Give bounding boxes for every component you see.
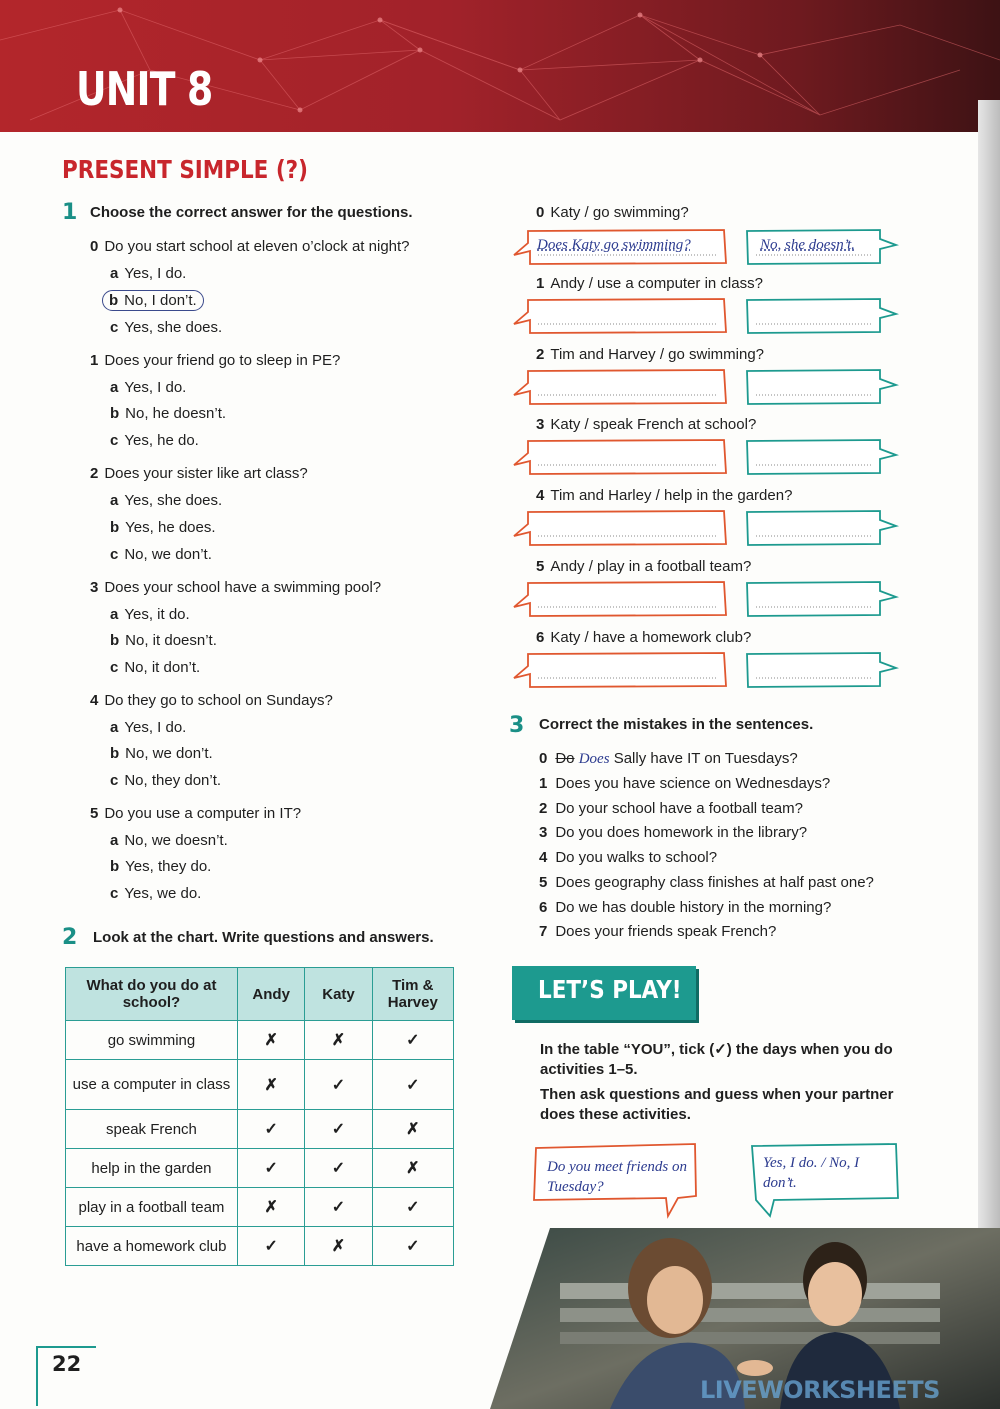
selected-answer-circle — [102, 290, 204, 311]
option-letter: c — [110, 772, 119, 789]
answer-option[interactable] — [110, 265, 186, 282]
activities-chart — [65, 967, 454, 1266]
prompt-text: Katy / have a homework club? — [550, 629, 752, 646]
option-text: Yes, she does. — [124, 492, 223, 509]
chart-header-tim-harvey: Tim & Harvey — [372, 968, 453, 1021]
answer-box-shape — [746, 510, 896, 546]
short-answer-box[interactable] — [746, 369, 878, 403]
activity-cell: play in a football team — [66, 1188, 238, 1227]
answer-option[interactable] — [110, 632, 217, 649]
question — [90, 465, 308, 482]
mark-cell: ✗ — [237, 1060, 304, 1110]
question-answer-box[interactable] — [514, 581, 726, 615]
option-letter: a — [110, 492, 119, 509]
answer-option[interactable] — [110, 492, 222, 509]
page-number: 22 — [52, 1352, 82, 1376]
option-letter: a — [110, 832, 119, 849]
exercise-3-instruction: Correct the mistakes in the sentences. — [539, 716, 814, 733]
sentence-text: Do we has double history in the morning? — [555, 899, 832, 916]
option-letter: c — [110, 546, 119, 563]
unit-header-banner — [0, 0, 1000, 132]
answer-option[interactable] — [110, 719, 186, 736]
prompt-number: 6 — [536, 629, 545, 646]
page-number-rule-horizontal — [36, 1346, 96, 1348]
watermark-logo: LIVEWORKSHEETS — [700, 1376, 940, 1404]
option-text: No, we don’t. — [125, 745, 213, 762]
question — [90, 692, 333, 709]
sentence-number: 3 — [539, 824, 548, 841]
question-answer-box[interactable] — [514, 369, 726, 403]
prompt-text: Katy / go swimming? — [550, 204, 689, 221]
prompt-text: Katy / speak French at school? — [550, 416, 757, 433]
question-box-shape — [514, 581, 726, 617]
sentence[interactable] — [539, 849, 717, 866]
table-row — [66, 1188, 454, 1227]
prompt — [536, 558, 751, 575]
option-text: Yes, I do. — [124, 379, 187, 396]
question-number: 2 — [90, 465, 99, 482]
option-text: No, he doesn’t. — [125, 405, 227, 422]
option-text: Yes, it do. — [124, 606, 190, 623]
question — [90, 238, 410, 255]
sentence[interactable] — [539, 923, 776, 940]
question-box-shape — [514, 439, 726, 475]
question-box-shape — [514, 298, 726, 334]
page-number-rule-vertical — [36, 1346, 38, 1406]
question-number: 4 — [90, 692, 99, 709]
option-text: No, I don’t. — [124, 292, 197, 309]
question — [90, 352, 340, 369]
exercise-1-number: 1 — [62, 200, 78, 225]
option-letter: c — [110, 319, 119, 336]
answer-box-shape — [746, 652, 896, 688]
option-letter: c — [110, 432, 119, 449]
struck-word: Do — [555, 750, 575, 767]
question-number: 3 — [90, 579, 99, 596]
activity-cell: have a homework club — [66, 1227, 238, 1266]
sentence-number: 1 — [539, 775, 548, 792]
answer-option[interactable] — [110, 858, 211, 875]
mark-cell: ✓ — [237, 1149, 304, 1188]
option-letter: c — [110, 885, 119, 902]
option-letter: c — [110, 659, 119, 676]
activity-cell: speak French — [66, 1110, 238, 1149]
answer-box-shape — [746, 581, 896, 617]
question-number: 0 — [90, 238, 99, 255]
chart-header-row — [66, 968, 454, 1021]
short-answer-box[interactable] — [746, 439, 878, 473]
table-row — [66, 1227, 454, 1266]
mark-cell: ✗ — [237, 1021, 304, 1060]
option-letter: b — [109, 292, 119, 309]
prompt-text: Andy / play in a football team? — [550, 558, 752, 575]
answer-option[interactable] — [110, 319, 222, 336]
correction-word: Does — [578, 751, 610, 767]
answer-option[interactable] — [110, 659, 200, 676]
prompt-text: Tim and Harvey / go swimming? — [550, 346, 765, 363]
chart-header-katy: Katy — [305, 968, 372, 1021]
option-letter: b — [110, 519, 120, 536]
option-letter: a — [110, 265, 119, 282]
short-answer-box[interactable] — [746, 510, 878, 544]
exercise-2-number: 2 — [62, 925, 78, 950]
prompt-number: 3 — [536, 416, 545, 433]
option-letter: b — [110, 405, 120, 422]
prompt — [536, 487, 792, 504]
unit-title: UNIT 8 — [76, 62, 213, 116]
question-text: Does your friend go to sleep in PE? — [104, 352, 341, 369]
option-letter: b — [110, 745, 120, 762]
question-text: Do you start school at eleven o’clock at night? — [104, 238, 410, 255]
option-text: No, it doesn’t. — [125, 632, 217, 649]
answer-box-shape — [746, 439, 896, 475]
answer-box-shape — [746, 369, 896, 405]
prompt-text: Tim and Harley / help in the garden? — [550, 487, 793, 504]
sentence[interactable] — [539, 824, 807, 841]
option-text: Yes, she does. — [124, 319, 223, 336]
question-box-shape — [514, 369, 726, 405]
short-answer-box[interactable] — [746, 298, 878, 332]
sentence-number: 5 — [539, 874, 548, 891]
question-text: Does your sister like art class? — [104, 465, 308, 482]
mark-cell: ✓ — [305, 1149, 372, 1188]
prompt — [536, 275, 763, 292]
lets-play-title: LET’S PLAY! — [538, 975, 682, 1004]
answer-option[interactable] — [110, 519, 216, 536]
sentence-text: Does geography class finishes at half past one? — [555, 874, 874, 891]
prompt-number: 0 — [536, 204, 545, 221]
lets-play-instruction-1: In the table “YOU”, tick (✓) the days when you do activities 1–5. — [540, 1041, 893, 1078]
prompt-text: Andy / use a computer in class? — [550, 275, 763, 292]
question-answer-box[interactable] — [514, 439, 726, 473]
mark-cell: ✓ — [372, 1188, 453, 1227]
prompt-number: 2 — [536, 346, 545, 363]
activity-cell: use a computer in class — [66, 1060, 238, 1110]
answer-option[interactable] — [110, 379, 186, 396]
lets-play-banner — [512, 966, 696, 1020]
sentence-text: Does you have science on Wednesdays? — [555, 775, 831, 792]
question — [90, 579, 381, 596]
option-text: Yes, we do. — [124, 885, 202, 902]
mark-cell: ✓ — [237, 1227, 304, 1266]
answer-option[interactable] — [110, 405, 226, 422]
prompt — [536, 346, 764, 363]
question-box-shape — [514, 510, 726, 546]
option-text: Yes, they do. — [125, 858, 212, 875]
answer-box-shape — [746, 298, 896, 334]
option-letter: b — [110, 858, 120, 875]
question-text: Does your school have a swimming pool? — [104, 579, 382, 596]
option-letter: a — [110, 379, 119, 396]
prompt-number: 1 — [536, 275, 545, 292]
option-letter: a — [110, 606, 119, 623]
prompt-number: 5 — [536, 558, 545, 575]
question — [90, 805, 301, 822]
example-sentence — [539, 750, 798, 768]
sentence-number: 7 — [539, 923, 548, 940]
answer-option-selected[interactable] — [110, 292, 204, 309]
sentence[interactable] — [539, 775, 830, 792]
option-text: Yes, he do. — [124, 432, 199, 449]
question-bubble-text: Do you meet friends on Tuesday? — [547, 1159, 687, 1195]
sentence[interactable] — [539, 874, 874, 891]
mark-cell: ✗ — [372, 1110, 453, 1149]
question-number: 5 — [90, 805, 99, 822]
question-answer-box[interactable] — [514, 298, 726, 332]
question-box-shape — [514, 652, 726, 688]
option-letter: a — [110, 719, 119, 736]
mark-cell: ✓ — [372, 1060, 453, 1110]
answer-option[interactable] — [110, 546, 212, 563]
activity-cell: go swimming — [66, 1021, 238, 1060]
page-edge-shadow — [978, 100, 1000, 1409]
prompt — [536, 416, 756, 433]
answer-option[interactable] — [110, 606, 190, 623]
exercise-3-number: 3 — [509, 713, 525, 738]
prompt — [536, 629, 751, 646]
answer-option[interactable] — [110, 832, 228, 849]
mark-cell: ✓ — [372, 1021, 453, 1060]
table-row — [66, 1110, 454, 1149]
option-letter: b — [110, 632, 120, 649]
question-text: Do you use a computer in IT? — [104, 805, 302, 822]
prompt-number: 4 — [536, 487, 545, 504]
question-answer-box[interactable] — [514, 510, 726, 544]
option-text: Yes, he does. — [125, 519, 216, 536]
sentence[interactable] — [539, 800, 803, 817]
sentence[interactable] — [539, 899, 831, 916]
table-row — [66, 1021, 454, 1060]
written-answer: No, she doesn’t. — [760, 237, 855, 253]
lets-play-instruction-2: Then ask questions and guess when your partner does these activities. — [540, 1086, 894, 1123]
section-title: PRESENT SIMPLE (?) — [62, 155, 308, 184]
mark-cell: ✗ — [305, 1227, 372, 1266]
mark-cell: ✗ — [237, 1188, 304, 1227]
written-question: Does Katy go swimming? — [537, 237, 691, 253]
mark-cell: ✓ — [237, 1110, 304, 1149]
exercise-2-instruction: Look at the chart. Write questions and answers. — [93, 929, 434, 946]
option-text: No, we don’t. — [124, 546, 212, 563]
question-answer-box[interactable] — [514, 652, 726, 686]
question-number: 1 — [90, 352, 99, 369]
sentence-number: 6 — [539, 899, 548, 916]
option-text: Yes, I do. — [124, 265, 187, 282]
sentence-text: Sally have IT on Tuesdays? — [613, 750, 798, 767]
answer-option[interactable] — [110, 885, 201, 902]
answer-option[interactable] — [110, 432, 199, 449]
sentence-text: Do you does homework in the library? — [555, 824, 808, 841]
answer-option[interactable] — [110, 772, 221, 789]
short-answer-box[interactable] — [746, 581, 878, 615]
option-text: No, they don’t. — [124, 772, 222, 789]
option-text: Yes, I do. — [124, 719, 187, 736]
chart-header-activity: What do you do at school? — [66, 968, 238, 1021]
mark-cell: ✓ — [372, 1227, 453, 1266]
table-row — [66, 1060, 454, 1110]
sentence-number: 2 — [539, 800, 548, 817]
answer-option[interactable] — [110, 745, 213, 762]
option-text: No, we doesn’t. — [124, 832, 228, 849]
table-row — [66, 1149, 454, 1188]
option-text: No, it don’t. — [124, 659, 201, 676]
mark-cell: ✓ — [305, 1188, 372, 1227]
short-answer-box[interactable] — [746, 652, 878, 686]
sentence-text: Do your school have a football team? — [555, 800, 803, 817]
exercise-1-instruction: Choose the correct answer for the questions. — [90, 204, 413, 221]
mark-cell: ✓ — [305, 1110, 372, 1149]
mark-cell: ✓ — [305, 1060, 372, 1110]
sentence-number: 0 — [539, 750, 548, 767]
activity-cell: help in the garden — [66, 1149, 238, 1188]
question-text: Do they go to school on Sundays? — [104, 692, 333, 709]
sentence-text: Do you walks to school? — [555, 849, 718, 866]
sentence-number: 4 — [539, 849, 548, 866]
answer-bubble-text: Yes, I do. / No, I don’t. — [763, 1155, 860, 1191]
prompt — [536, 204, 689, 221]
chart-header-andy: Andy — [237, 968, 304, 1021]
mark-cell: ✗ — [305, 1021, 372, 1060]
mark-cell: ✗ — [372, 1149, 453, 1188]
sentence-text: Does your friends speak French? — [555, 923, 777, 940]
